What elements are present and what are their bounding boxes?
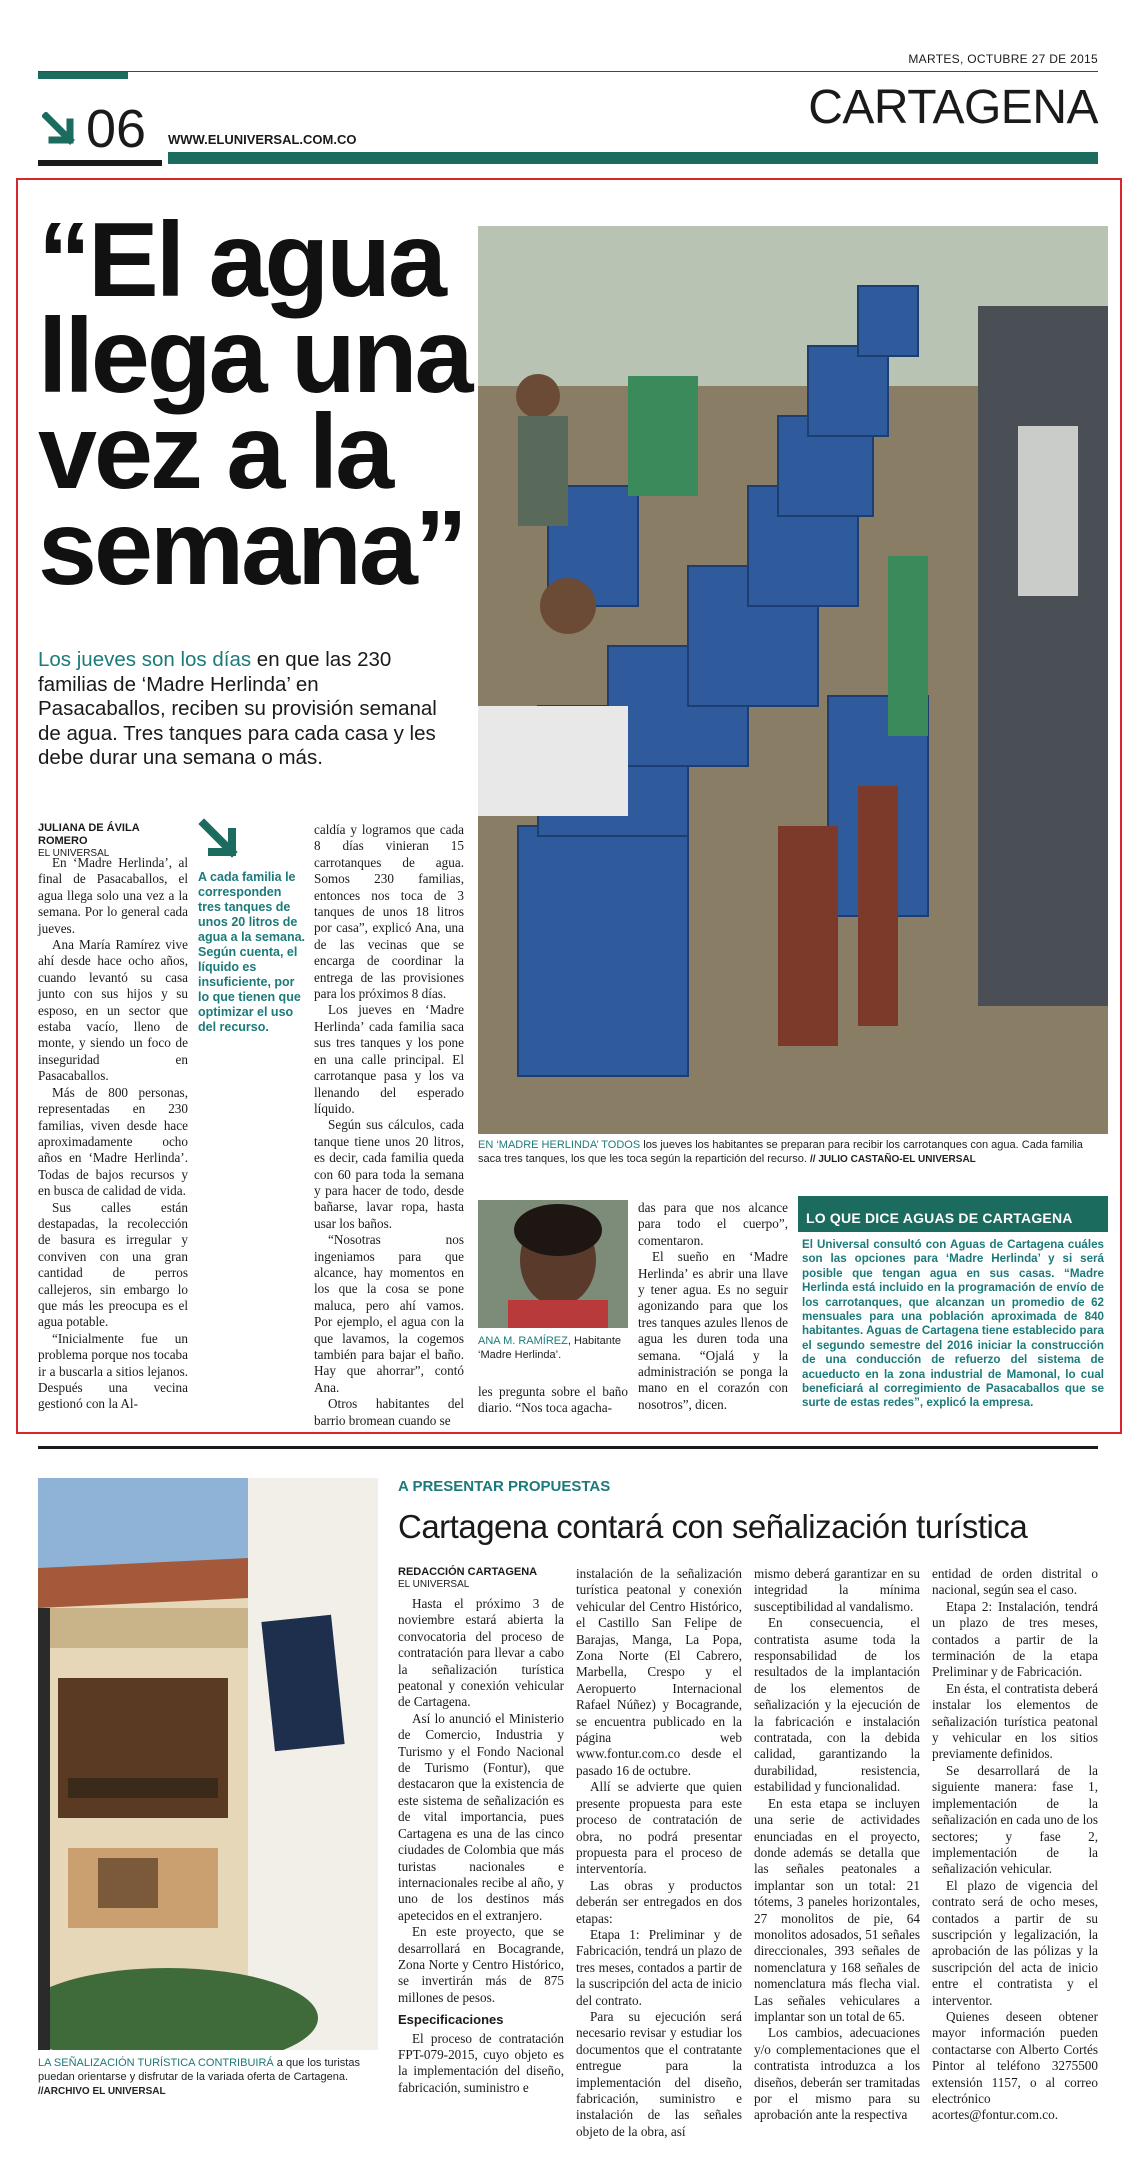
- main-photo-credit: // JULIO CASTAÑO-EL UNIVERSAL: [810, 1154, 976, 1165]
- paragraph: Según sus cálculos, cada tanque tiene unos 20 litros, es decir, cada familia queda con 60 para toda la semana y para hacer de todo, desde bañarse, lavar ropa, hasta usar los baños.: [314, 1117, 464, 1231]
- article2-byline: [398, 1566, 564, 1595]
- water-tanks-photo-illustration: [478, 226, 1108, 1134]
- article2-photo-caption-lead: LA SEÑALIZACIÓN TURÍSTICA CONTRIBUIRÁ: [38, 2057, 274, 2069]
- paragraph: entidad de orden distrital o nacional, según sea el caso.: [932, 1566, 1098, 1598]
- paragraph: Etapa 2: Instalación, tendrá un plazo de tres meses, contados a partir de la terminación de la etapa Preliminar y de Fabricación.: [932, 1598, 1098, 1680]
- paragraph: mismo deberá garantizar en su integridad la mínima susceptibilidad al vandalismo.: [754, 1566, 920, 1614]
- subheading: Especificaciones: [398, 2012, 504, 2028]
- paragraph: Se desarrollará de la siguiente manera: fase 1, implementación de la señalización en cada uno de los sectores; y fase 2, implementación de la señalización vehicular.: [932, 1762, 1098, 1877]
- paragraph: En ésta, el contratista deberá instalar los elementos de señalización turística peatonal y vehicular en los sitios previamente definidos.: [932, 1680, 1098, 1762]
- article2-column-4: [932, 1566, 1098, 2124]
- paragraph: Así lo anunció el Ministerio de Comercio, Industria y Turismo y el Fondo Nacional de Turismo (Fontur), que destacaron que la existencia de este sistema de señalización es de vital importancia, pues Cartagena es una de las cinco ciudades de Colombia que más turistas nacionales e internacionales recibe al año, y uno de los destinos más apetecidos en el extranjero.: [398, 1710, 564, 1923]
- masthead-top-bar: [38, 72, 128, 79]
- portrait-photo: [478, 1200, 628, 1328]
- sidebar-text: El Universal consultó con Aguas de Cartagena cuáles son las opciones para ‘Madre Herlinda’ y si será posible que tengan agua en sus casas. “Madre Herlinda está incluido en la programación de envío de los carrotanques, que alcanzan un promedio de 62 mensuales para una población aproximada de 840 habitantes. Aguas de Cartagena tiene establecido para el segundo semestre del 2016 iniciar la construcción de una conducción de refuerzo del sistema de acueducto en la zona industrial de Mamonal, lo cual beneficiará al corregimiento de Pasacaballos que se surte de estas redes”, explicó la empresa.: [802, 1238, 1104, 1410]
- paragraph: En esta etapa se incluyen una serie de actividades enunciadas en el proyecto, donde además se detalla que las señales peatonales a implantar son un total: 21 tótems, 3 paneles horizontales, 27 monolitos de pie, 64 monolitos adosados, 51 señales direccionales, 393 señales de nomenclatura y 168 señales de nomenclatura más flecha vial. Las señales vehiculares a implantar son un total de 65.: [754, 1795, 920, 2024]
- paragraph: caldía y logramos que cada 8 días vinieran 15 carrotanques de agua. Somos 230 familias, entonces nos toca de 3 tanques de unos 18 litros por casa”, explicó Ana, una de las vecinas que se encarga de coordinar la entrega de las provisiones para los próximos 8 días.: [314, 822, 464, 1002]
- paragraph: les pregunta sobre el baño diario. “Nos toca agacha-: [478, 1384, 628, 1416]
- paragraph: Quienes deseen obtener mayor información pueden contactarse con Alberto Cortés Pintor al teléfono 3275500 extensión 1157, o al correo electrónico acortes@fontur.com.co.: [932, 2008, 1098, 2123]
- article1-column-1: [38, 855, 188, 1413]
- article2-photo: [38, 1478, 378, 2050]
- paragraph: Sus calles están destapadas, la recolección de basura es irregular y conviven con una gran cantidad de perros callejeros, sin embargo lo que más les preocupa es el agua potable.: [38, 1199, 188, 1330]
- article1-column-4: [638, 1200, 788, 1413]
- section-band: [168, 152, 1098, 164]
- paragraph: Hasta el próximo 3 de noviembre estará abierta la convocatoria del proceso de contratación para llevar a cabo la señalización turística peatonal y conexión vehicular de Cartagena.: [398, 1596, 564, 1710]
- paragraph: Para su ejecución será necesario revisar y estudiar los documentos que el contratante entregue para la implementación del diseño, fabricación, suministro e instalación de las señales objeto de la obra, así: [576, 2008, 742, 2139]
- deck-text: en que las 230 familias de ‘Madre Herlinda’ en Pasacaballos, reciben su provisión semanal de agua. Tres tanques para cada casa y les debe durar una semana o más.: [38, 648, 437, 770]
- sidebar-title: LO QUE DICE AGUAS DE CARTAGENA: [798, 1196, 1108, 1232]
- paragraph: Más de 800 personas, representadas en 230 familias, viven desde hace aproximadamente ocho años en ‘Madre Herlinda’. Todas de bajos recursos y en busca de calidad de vida.: [38, 1084, 188, 1199]
- deck: [38, 648, 448, 771]
- paragraph: El proceso de contratación FPT-079-2015, cuyo objeto es la implementación del diseño, fabricación, suministro e: [398, 2030, 564, 2095]
- article2-column-3: [754, 1566, 920, 2124]
- paragraph: das para que nos alcance para todo el cuerpo”, comentaron.: [638, 1200, 788, 1248]
- paragraph: “Nosotras nos ingeniamos para que alcance, hay momentos en los que la cosa se pone maluca, pero ahí vamos. Por ejemplo, el agua con la que lavamos, la cogemos también para bajar el baño. Hay que ahorrar”, contó Ana.: [314, 1232, 464, 1395]
- portrait-caption: [478, 1334, 628, 1362]
- article2-byline-author: REDACCIÓN CARTAGENA: [398, 1566, 538, 1578]
- article2-kicker: A PRESENTAR PROPUESTAS: [398, 1478, 611, 1495]
- article2-column-2: [576, 1566, 742, 2140]
- section-title: CARTAGENA: [808, 81, 1098, 134]
- paragraph: En ‘Madre Herlinda’, al final de Pasacaballos, el agua llega solo una vez a la semana. Por lo general cada jueves.: [38, 855, 188, 936]
- paragraph: Allí se advierte que quien presente propuesta para este proceso de contratación de obra, no podrá presentar propuesta para el proceso de interventoría.: [576, 1779, 742, 1877]
- article2-byline-outlet: EL UNIVERSAL: [398, 1579, 470, 1590]
- article2-photo-caption-text: a que los turistas puedan orientarse y disfrutar de la variada oferta de Cartagena.: [38, 2057, 360, 2083]
- portrait-caption-lead: ANA M. RAMÍREZ: [478, 1335, 568, 1347]
- byline-author: JULIANA DE ÁVILA ROMERO: [38, 822, 140, 847]
- paragraph: El sueño en ‘Madre Herlinda’ es abrir una llave y tener agua. Es no seguir agonizando para que los tres tanques azules llenos de agua les duren toda una semana. “Ojalá y la administración se ponga la mano en el corazón con nosotros”, dicen.: [638, 1249, 788, 1412]
- paragraph: Otros habitantes del barrio bromean cuando se: [314, 1396, 464, 1428]
- article2-photo-caption: [38, 2056, 382, 2099]
- article1-column-2: [314, 822, 464, 1429]
- website-link[interactable]: WWW.ELUNIVERSAL.COM.CO: [168, 132, 357, 147]
- issue-date: MARTES, OCTUBRE 27 DE 2015: [908, 52, 1098, 66]
- page-number-underline: [38, 160, 162, 166]
- article2-photo-credit: //ARCHIVO EL UNIVERSAL: [38, 2086, 166, 2097]
- main-photo-caption-lead: EN ‘MADRE HERLINDA’ TODOS: [478, 1139, 641, 1151]
- headline: “El agua llega una vez a la semana”: [38, 201, 471, 607]
- main-photo-caption-text: los jueves los habitantes se preparan para recibir los carrotanques con agua. Cada familia saca tres tanques, los que les toca según la repartición del recurso.: [478, 1139, 1083, 1165]
- paragraph: “Inicialmente fue un problema porque nos tocaba ir a buscarla a sitios lejanos. Después una vecina gestionó con la Al-: [38, 1330, 188, 1412]
- deck-lead: Los jueves son los días: [38, 648, 252, 671]
- paragraph: instalación de la señalización turística peatonal y conexión vehicular del Centro Histórico, el Castillo San Felipe de Barajas, Manga, La Popa, Zona Norte (El Cabrero, Marbella, Crespo y el Aeropuerto Internacional Rafael Núñez) y Bocagrande, se encuentra publicado en la página web www.fontur.com.co desde el pasado 16 de octubre.: [576, 1566, 742, 1778]
- article-separator: [38, 1446, 1098, 1449]
- paragraph: El plazo de vigencia del contrato será de ocho meses, contados a partir de su suscripción y legalización, la aprobación de las pólizas y la suscripción del acta de inicio entre el contratista y el interventor.: [932, 1877, 1098, 2008]
- paragraph: Etapa 1: Preliminar y de Fabricación, tendrá un plazo de tres meses, contados a partir de la suscripción del acta de inicio del contrato.: [576, 1926, 742, 2008]
- main-photo-caption: [478, 1138, 1108, 1167]
- paragraph: Los jueves en ‘Madre Herlinda’ cada familia saca sus tres tanques y los pone en una calle principal. El carrotanque pasa y los va llenando del esperado líquido.: [314, 1002, 464, 1116]
- masthead-rule: [38, 71, 1098, 72]
- paragraph: Las obras y productos deberán ser entregados en dos etapas:: [576, 1877, 742, 1926]
- article2-column-1: [398, 1596, 564, 2096]
- byline-outlet: EL UNIVERSAL: [38, 848, 110, 859]
- page-number: 06: [86, 99, 147, 159]
- section-arrow-icon: [42, 112, 78, 148]
- article1-column-3: [478, 1384, 628, 1417]
- paragraph: Ana María Ramírez vive ahí desde hace ocho años, cuando levantó su casa junto con sus hijos y su esposo, en un sector que estaba vacío, lleno de monte, y siendo un foco de inseguridad en Pasacaballos.: [38, 937, 188, 1084]
- main-photo: [478, 226, 1108, 1134]
- paragraph: En este proyecto, que se desarrollará en Bocagrande, Zona Norte y Centro Histórico, se invertirán más de 875 millones de pesos.: [398, 1924, 564, 2005]
- paragraph: En consecuencia, el contratista asume toda la responsabilidad de los resultados de la implantación de los elementos de señalización y la ejecución de la fabricación e instalación contratada, con la debida calidad, garantizando la durabilidad, resistencia, estabilidad y funcionalidad.: [754, 1615, 920, 1795]
- paragraph: Los cambios, adecuaciones y/o complementaciones que el contratista introduzca a los diseños, deberán ser tramitadas por el mismo para su aprobación ante la respectiva: [754, 2025, 920, 2123]
- article2-headline: Cartagena contará con señalización turística: [398, 1508, 1028, 1545]
- portrait-caption-text: , Habitante ‘Madre Herlinda’.: [478, 1335, 622, 1361]
- pullquote-arrow-icon: [198, 818, 242, 862]
- sidebar-box: [798, 1196, 1108, 1428]
- pullquote: A cada familia le corresponden tres tanques de unos 20 litros de agua a la semana. Según cuenta, el líquido es insuficiente, por lo que tienen que optimizar el uso del recurso.: [198, 870, 306, 1034]
